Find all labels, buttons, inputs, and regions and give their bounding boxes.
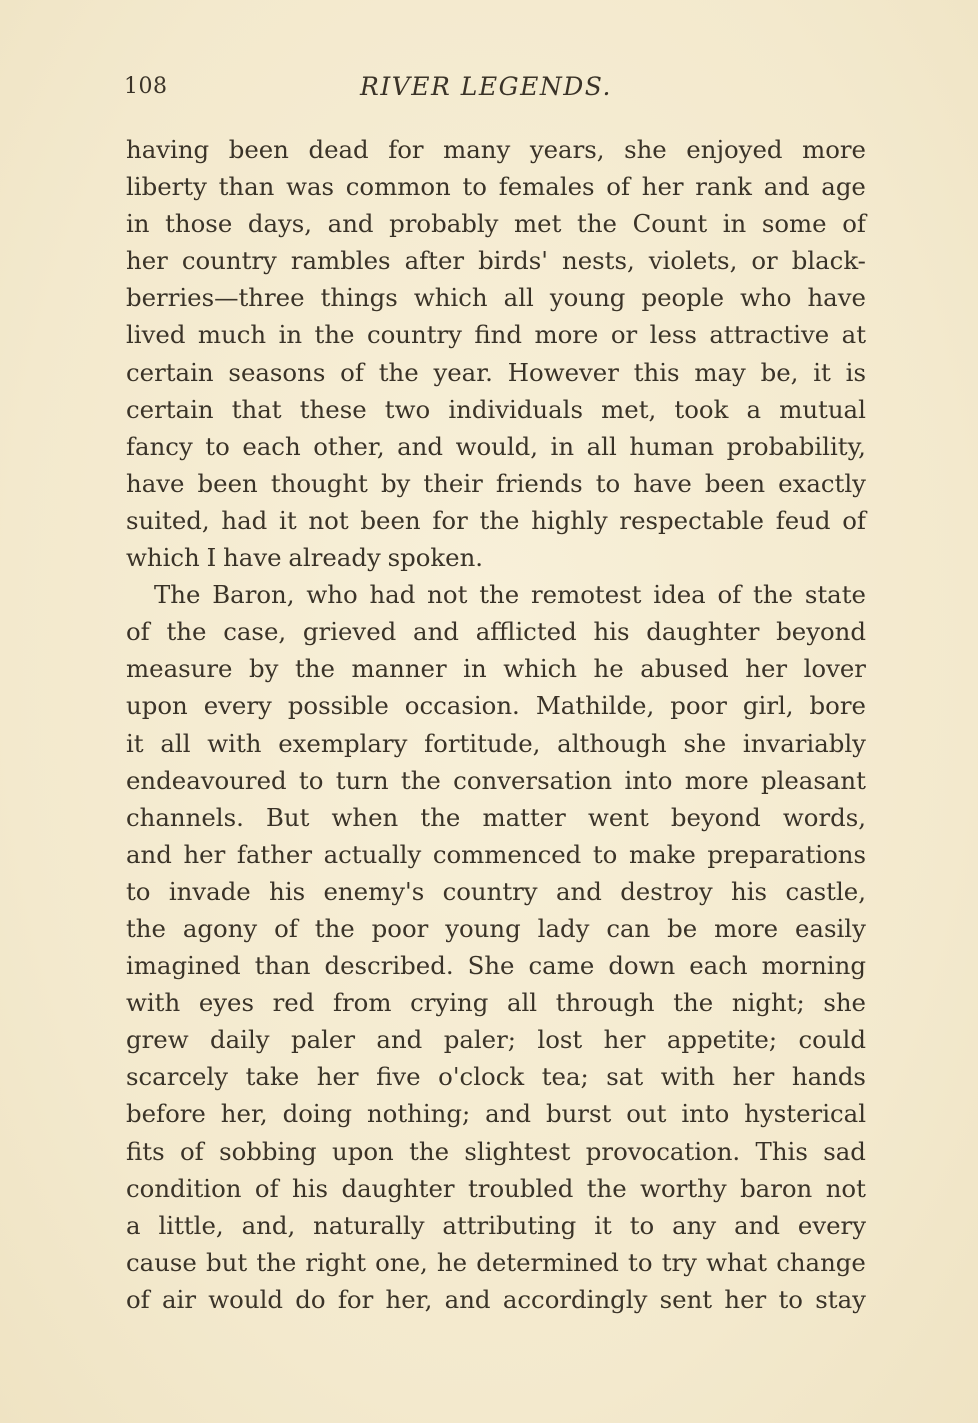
text-line: imagined than described. She came down each morning xyxy=(126,951,866,981)
text-line: fancy to each other, and would, in all human probability, xyxy=(126,431,866,461)
text-line: of the case, grieved and afflicted his daughter beyond xyxy=(126,617,866,647)
text-line: lived much in the country find more or less attractive at xyxy=(126,320,866,350)
text-line: grew daily paler and paler; lost her appetite; could xyxy=(126,1025,866,1055)
text-line: measure by the manner in which he abused her lover xyxy=(126,654,866,684)
text-line: certain seasons of the year. However this may be, it is xyxy=(126,357,866,387)
text-line: endeavoured to turn the conversation into more pleasant xyxy=(126,765,866,795)
text-line: scarcely take her five o'clock tea; sat with her hands xyxy=(126,1062,866,1092)
text-line: before her, doing nothing; and burst out into hysterical xyxy=(126,1099,866,1129)
text-line: suited, had it not been for the highly respectable feud of xyxy=(126,505,866,535)
text-line: channels. But when the matter went beyond words, xyxy=(126,802,866,832)
text-line: with eyes red from crying all through the night; she xyxy=(126,988,866,1018)
text-line: liberty than was common to females of her rank and age xyxy=(126,172,866,202)
text-line: upon every possible occasion. Mathilde, poor girl, bore xyxy=(126,691,866,721)
text-line: to invade his enemy's country and destroy his castle, xyxy=(126,876,866,906)
text-line: the agony of the poor young lady can be more easily xyxy=(126,913,866,943)
text-line: having been dead for many years, she enjoyed more xyxy=(126,135,866,164)
text-line: certain that these two individuals met, took a mutual xyxy=(126,394,866,424)
text-line: The Baron, who had not the remotest idea of the state xyxy=(154,580,866,610)
text-line: her country rambles after birds' nests, violets, or black- xyxy=(126,246,866,276)
text-line: of air would do for her, and accordingly sent her to stay xyxy=(126,1284,866,1314)
text-line: have been thought by their friends to have been exactly xyxy=(126,468,866,498)
text-line: which I have already spoken. xyxy=(126,543,484,573)
text-line: cause but the right one, he determined to try what change xyxy=(126,1247,866,1277)
text-line: a little, and, naturally attributing it to any and every xyxy=(126,1210,866,1240)
text-line: condition of his daughter troubled the worthy baron not xyxy=(126,1173,866,1203)
running-title: RIVER LEGENDS. xyxy=(360,72,612,101)
body-text xyxy=(126,131,866,1318)
text-line: in those days, and probably met the Count in some of xyxy=(126,209,866,239)
text-line: it all with exemplary fortitude, although she invariably xyxy=(126,728,866,758)
text-line: berries—three things which all young people who have xyxy=(126,283,866,313)
text-line: fits of sobbing upon the slightest provocation. This sad xyxy=(126,1136,866,1166)
page-header xyxy=(124,70,864,110)
page-number: 108 xyxy=(124,74,168,99)
text-line: and her father actually commenced to make preparations xyxy=(126,839,866,869)
